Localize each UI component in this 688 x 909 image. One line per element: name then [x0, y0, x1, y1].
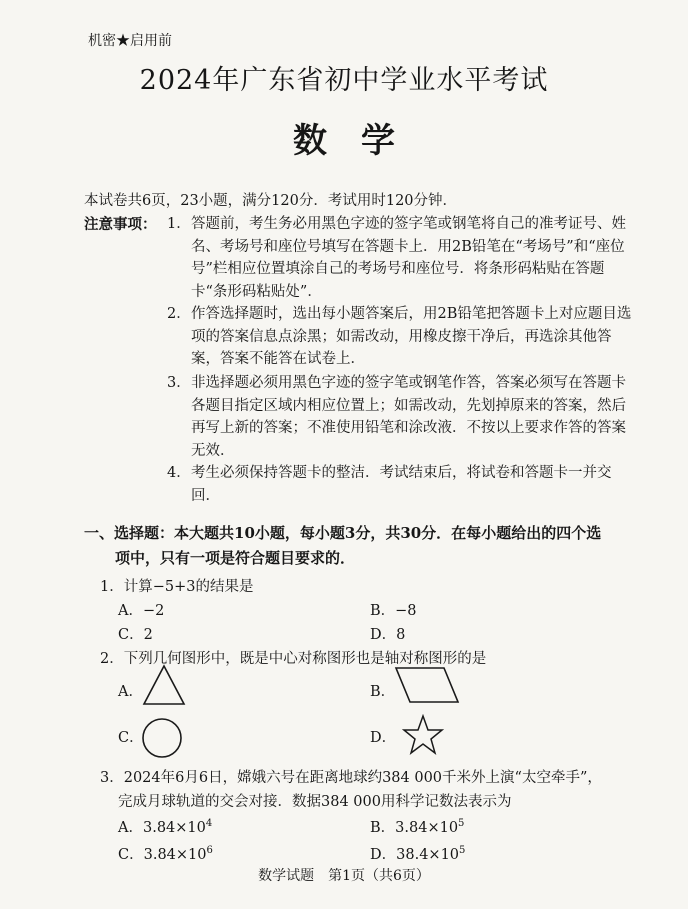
triangle-shape — [141, 663, 187, 707]
q2-option-b-label[interactable]: B． — [370, 684, 396, 700]
option-base: 3.84×10 — [395, 820, 459, 836]
option-exponent: 4 — [205, 818, 213, 830]
exam-intro: 本试卷共6页，23小题，满分120分．考试用时120分钟． — [84, 193, 458, 209]
q1-option-b[interactable]: B．−8 — [370, 603, 417, 619]
question-3-line1: 3．2024年6月6日，嫦娥六号在距离地球约384 000千米外上演“太空牵手”， — [100, 770, 602, 786]
page-footer: 数学试题 第1页（共6页） — [258, 868, 430, 884]
option-base: 38.4×10 — [396, 847, 460, 863]
option-label: D． — [370, 847, 397, 863]
note-text: 考生必须保持答题卡的整洁．考试结束后，将试卷和答题卡一并交回． — [191, 465, 612, 504]
question-2-text: 2．下列几何图形中，既是中心对称图形也是轴对称图形的是 — [100, 651, 487, 667]
notes-label: 注意事项： — [84, 216, 157, 233]
subject-title: 数学 — [293, 121, 429, 161]
q3-option-a[interactable] — [118, 816, 212, 837]
option-base: 3.84×10 — [142, 820, 206, 836]
q2-option-d-label[interactable]: D． — [370, 730, 397, 746]
star-shape — [402, 714, 444, 756]
option-label: C． — [118, 847, 144, 863]
option-exponent: 6 — [206, 845, 213, 857]
section-heading-line1: 一、选择题：本大题共10小题，每小题3分，共30分．在每小题给出的四个选 — [84, 524, 602, 542]
q1-option-a[interactable]: A．−2 — [118, 603, 165, 619]
exam-title: 2024年广东省初中学业水平考试 — [139, 65, 549, 96]
note-text: 答题前，考生务必用黑色字迹的签字笔或钢笔将自己的准考证号、姓名、考场号和座位号填写在答题卡上．用2B铅笔在“考场号”和“座位号”栏相应位置填涂自己的考场号和座位号．将条形码粘贴在答题卡“条形码粘贴处”． — [191, 216, 626, 300]
confidential-mark: 机密★启用前 — [88, 33, 172, 49]
parallelogram-shape — [392, 665, 462, 705]
q2-option-a-label[interactable]: A． — [118, 684, 143, 700]
note-number: 4． — [167, 465, 191, 481]
note-item — [167, 213, 637, 303]
option-exponent: 5 — [459, 845, 466, 857]
question-1-text: 1．计算−5+3的结果是 — [100, 579, 254, 595]
q3-option-c[interactable] — [118, 843, 213, 864]
circle-shape — [140, 716, 184, 760]
q1-option-d[interactable]: D．8 — [370, 627, 406, 643]
option-label: B． — [370, 820, 396, 836]
note-number: 2． — [167, 306, 191, 322]
note-text: 作答选择题时，选出每小题答案后，用2B铅笔把答题卡上对应题目选项的答案信息点涂黑；如需改动，用橡皮擦干净后，再选涂其他答案，答案不能答在试卷上． — [191, 306, 632, 367]
note-item — [167, 462, 637, 507]
note-number: 1． — [167, 216, 191, 232]
note-item — [167, 303, 637, 371]
question-3-line2: 完成月球轨道的交会对接．数据384 000用科学记数法表示为 — [118, 794, 512, 810]
q1-option-c[interactable]: C．2 — [118, 627, 153, 643]
section-heading-line2: 项中，只有一项是符合题目要求的． — [115, 549, 356, 567]
note-item — [167, 372, 637, 462]
q3-option-d[interactable] — [370, 843, 465, 864]
section-heading — [84, 521, 644, 571]
option-base: 3.84×10 — [143, 847, 207, 863]
q2-option-c-label[interactable]: C． — [118, 730, 144, 746]
note-text: 非选择题必须用黑色字迹的签字笔或钢笔作答，答案必须写在答题卡各题目指定区域内相应位置上；如需改动，先划掉原来的答案，然后再写上新的答案；不准使用铅笔和涂改液．不按以上要求作答的答案无效． — [191, 375, 626, 459]
q3-option-b[interactable] — [370, 816, 464, 837]
option-exponent: 5 — [458, 818, 465, 830]
option-label: A． — [118, 820, 143, 836]
note-number: 3． — [167, 375, 191, 391]
